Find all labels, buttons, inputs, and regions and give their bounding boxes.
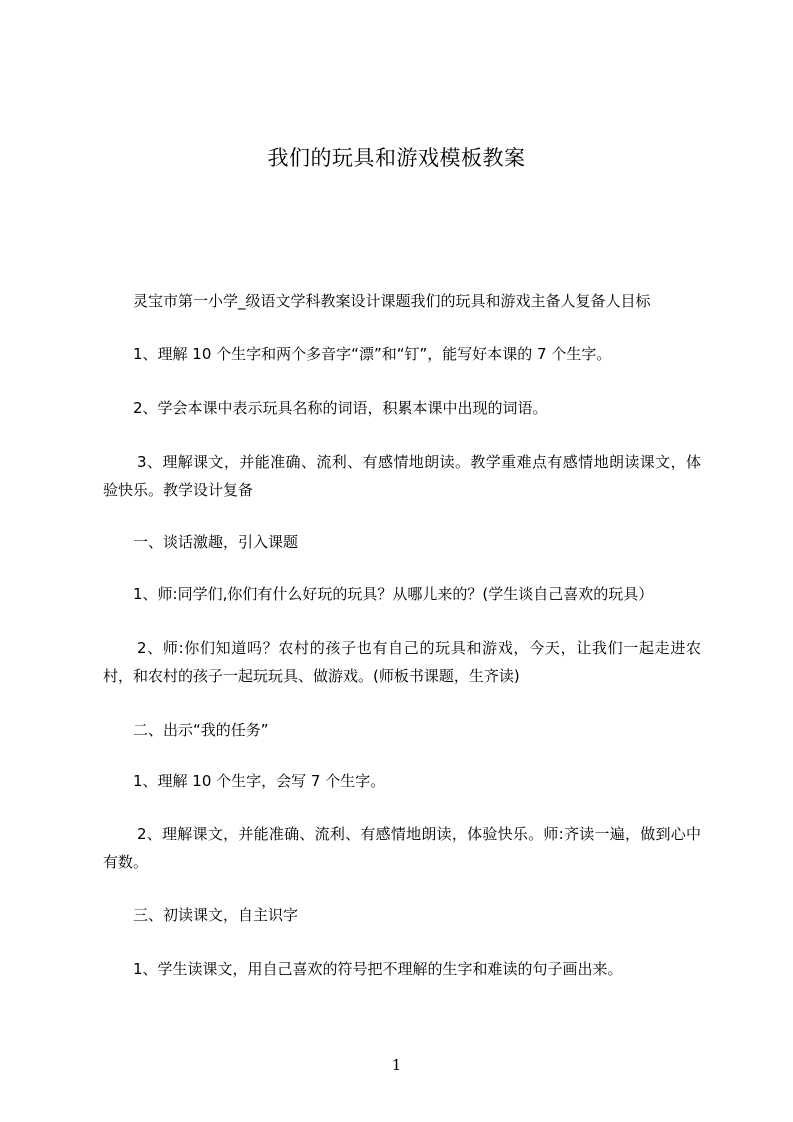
document-title: 我们的玩具和游戏模板教案 (267, 146, 526, 170)
section-heading-1: 一、谈话激趣，引入课题 (133, 533, 299, 551)
paragraph-section2-step1: 1、理解 10 个生字，会写 7 个生字。 (133, 772, 386, 790)
paragraph-section3-step1: 1、学生读课文，用自己喜欢的符号把不理解的生字和难读的句子画出来。 (133, 960, 623, 978)
paragraph-section1-step1: 1、师:同学们,你们有什么好玩的玩具？从哪儿来的？(学生谈自己喜欢的玩具） (133, 585, 654, 603)
paragraph-goal-3: 3、理解课文，并能准确、流利、有感情地朗读。教学重难点有感情地朗读课文，体验快乐。教学设计复备 (103, 453, 701, 499)
paragraph-goal-2: 2、学会本课中表示玩具名称的词语，积累本课中出现的词语。 (133, 399, 548, 417)
section-heading-2: 二、出示“我的任务” (133, 721, 269, 739)
paragraph-section2-step2: 2、理解课文，并能准确、流利、有感情地朗读，体验快乐。师:齐读一遍，做到心中有数。 (103, 825, 701, 871)
section-heading-3: 三、初读课文，自主识字 (133, 906, 299, 924)
paragraph-header-info: 灵宝市第一小学_级语文学科教案设计课题我们的玩具和游戏主备人复备人目标 (133, 292, 651, 310)
paragraph-section1-step2: 2、师:你们知道吗？农村的孩子也有自己的玩具和游戏，今天，让我们一起走进农村，和农村的孩子一起玩玩具、做游戏。(师板书课题，生齐读) (103, 639, 701, 685)
page-number: 1 (391, 1056, 402, 1074)
paragraph-goal-1: 1、理解 10 个生字和两个多音字“漂”和“钉”，能写好本课的 7 个生字。 (133, 345, 612, 363)
